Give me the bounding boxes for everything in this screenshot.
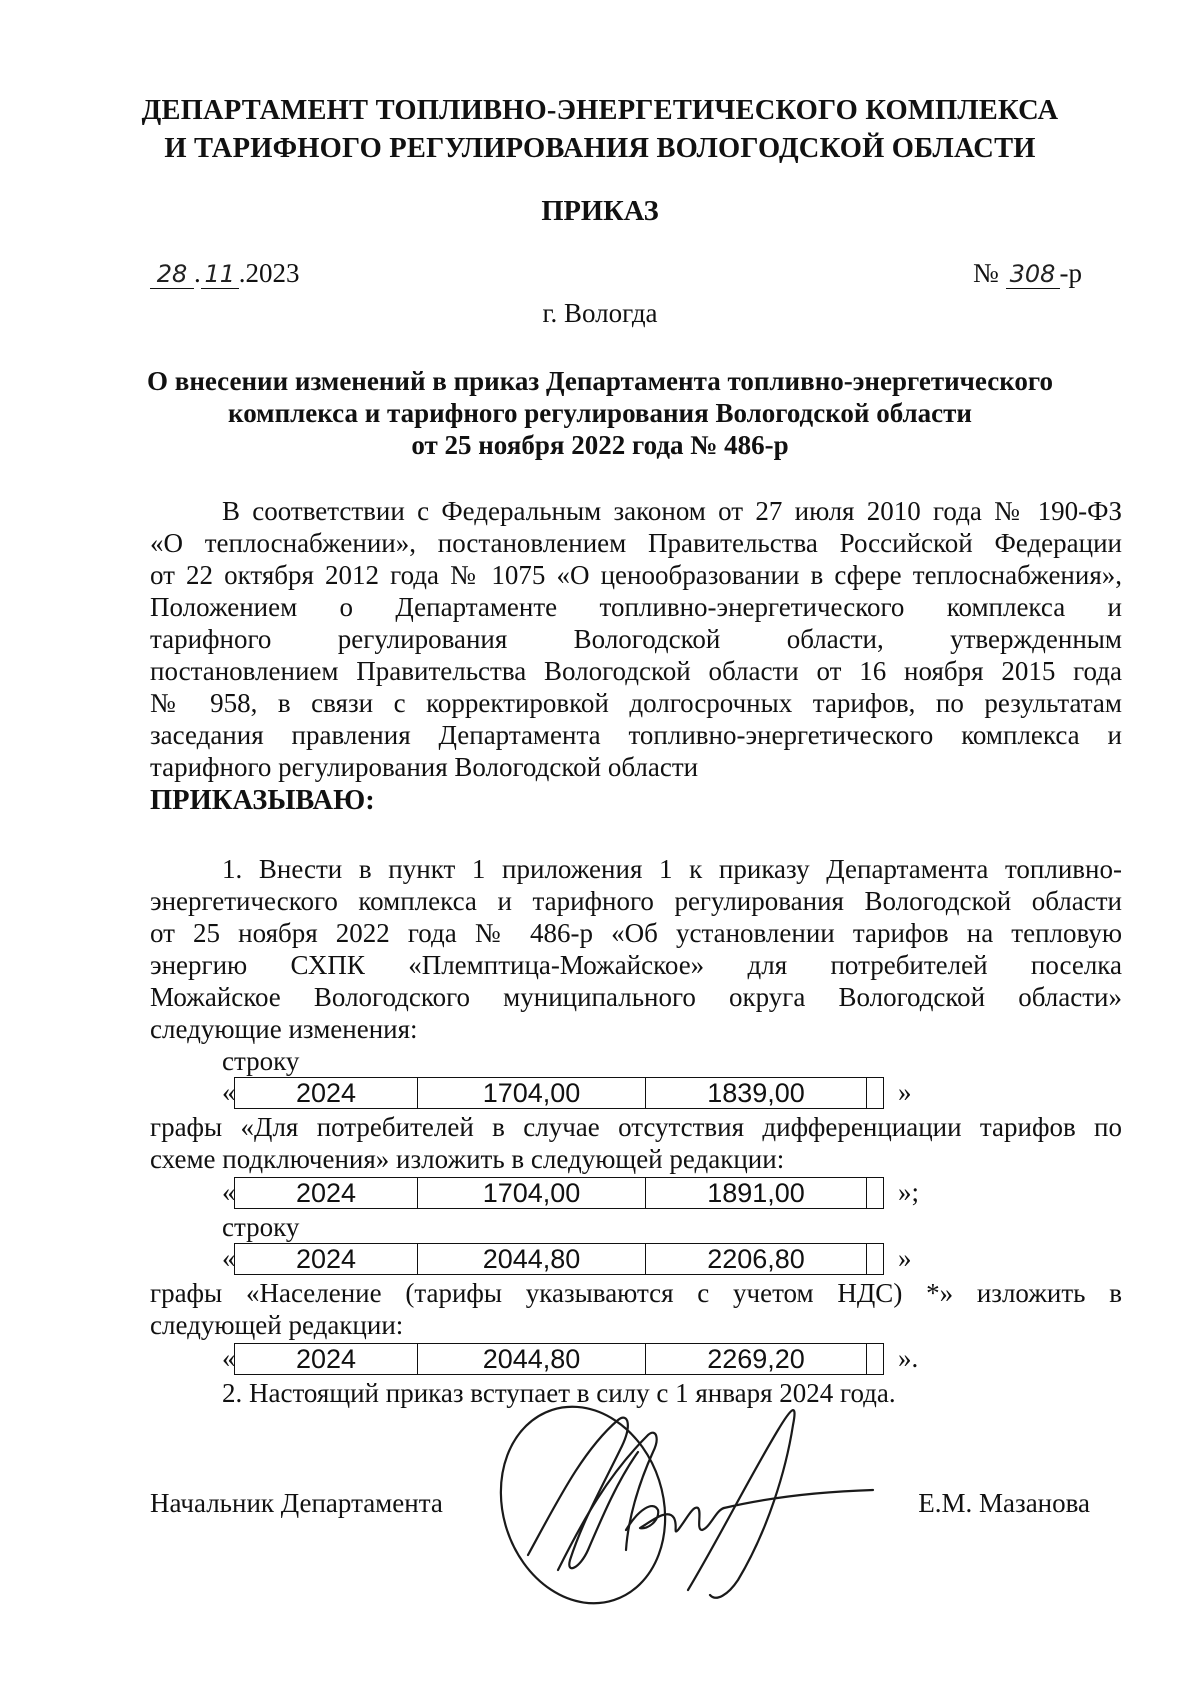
tariff-value-1: 2044,80 [418,1244,646,1274]
signatory-name: Е.М. Мазанова [918,1488,1090,1518]
item1-line: следующие изменения: [150,1014,418,1044]
preamble-line: тарифного регулирования Вологодской области [150,752,699,782]
quote-open: « [222,1243,236,1273]
preamble-line: В соответствии с Федеральным законом от 27 июля 2010 года № 190-ФЗ [222,496,1122,526]
preamble-line: Положением о Департаменте топливно-энергетического комплекса и [150,592,1122,622]
tariff-row-1 [234,1077,884,1109]
preamble-line: от 22 октября 2012 года № 1075 «О ценообразовании в сфере теплоснабжения», [150,560,1122,590]
tariff-year: 2024 [235,1178,418,1208]
quote-open: « [222,1077,236,1107]
text-column-a-2: схеме подключения» изложить в следующей редакции: [150,1144,785,1174]
tariff-empty-cell [867,1078,883,1108]
text-column-a-1: графы «Для потребителей в случае отсутствия дифференциации тарифов по [150,1112,1122,1142]
tariff-empty-cell [867,1244,883,1274]
tariff-year: 2024 [235,1244,418,1274]
item1-line: от 25 ноября 2022 года № 486-р «Об установлении тарифов на тепловую [150,918,1122,948]
tariff-value-2: 2206,80 [646,1244,867,1274]
date-separator: . [194,258,201,288]
item1-line: энергетического комплекса и тарифного регулирования Вологодской области [150,886,1122,916]
tariff-value-1: 1704,00 [418,1178,646,1208]
subject-line-3: от 25 ноября 2022 года № 486-р [411,430,789,460]
preamble-line: постановлением Правительства Вологодской области от 16 ноября 2015 года [150,656,1122,686]
preamble-line: «О теплоснабжении», постановлением Правительства Российской Федерации [150,528,1122,558]
label-row: строку [222,1046,300,1076]
order-word: ПРИКАЗЫВАЮ: [150,785,375,816]
quote-close: ». [898,1343,919,1373]
quote-close: » [898,1077,912,1107]
signatory-position: Начальник Департамента [150,1488,443,1518]
item1-line: Можайское Вологодского муниципального округа Вологодской области» [150,982,1122,1012]
quote-close: »; [898,1177,920,1207]
item1-line: 1. Внести в пункт 1 приложения 1 к приказу Департамента топливно- [222,854,1122,884]
item1-line: энергию СХПК «Племптица-Можайское» для потребителей поселка [150,950,1122,980]
department-line-2: И ТАРИФНОГО РЕГУЛИРОВАНИЯ ВОЛОГОДСКОЙ ОБЛАСТИ [164,133,1036,164]
tariff-year: 2024 [235,1078,418,1108]
subject-line-2: комплекса и тарифного регулирования Вологодской области [228,398,972,428]
tariff-value-2: 2269,20 [646,1344,867,1374]
city: г. Вологда [542,298,658,328]
order-date [150,258,300,289]
date-day: 28 [150,260,194,289]
department-header [0,92,1200,168]
tariff-row-2 [234,1177,884,1209]
label-row-2: строку [222,1212,300,1242]
tariff-row-4 [234,1343,884,1375]
order-subject [0,365,1200,461]
order-number [973,258,1082,289]
tariff-empty-cell [867,1178,883,1208]
tariff-row-3 [234,1243,884,1275]
quote-close: » [898,1243,912,1273]
tariff-value-1: 1704,00 [418,1078,646,1108]
item2-text: 2. Настоящий приказ вступает в силу с 1 января 2024 года. [222,1378,896,1408]
number-value: 308 [1006,260,1060,289]
number-sign: № [972,258,999,288]
tariff-value-2: 1891,00 [646,1178,867,1208]
preamble-line: заседания правления Департамента топливно-энергетического комплекса и [150,720,1122,750]
handwritten-signature [488,1380,878,1620]
number-suffix: -р [1059,258,1082,288]
tariff-year: 2024 [235,1344,418,1374]
text-column-b-1: графы «Население (тарифы указываются с учетом НДС) *» изложить в [150,1278,1122,1308]
quote-open: « [222,1343,236,1373]
department-line-1: ДЕПАРТАМЕНТ ТОПЛИВНО-ЭНЕРГЕТИЧЕСКОГО КОМПЛЕКСА [141,95,1059,126]
tariff-empty-cell [867,1344,883,1374]
subject-line-1: О внесении изменений в приказ Департамента топливно-энергетического [146,366,1053,396]
tariff-value-2: 1839,00 [646,1078,867,1108]
document-type: ПРИКАЗ [541,196,659,227]
preamble-line: № 958, в связи с корректировкой долгосрочных тарифов, по результатам [150,688,1122,718]
date-year: .2023 [238,258,300,288]
text-column-b-2: следующей редакции: [150,1310,404,1340]
tariff-value-1: 2044,80 [418,1344,646,1374]
preamble-line: тарифного регулирования Вологодской области, утвержденным [150,624,1122,654]
quote-open: « [222,1177,236,1207]
date-month: 11 [201,260,239,289]
